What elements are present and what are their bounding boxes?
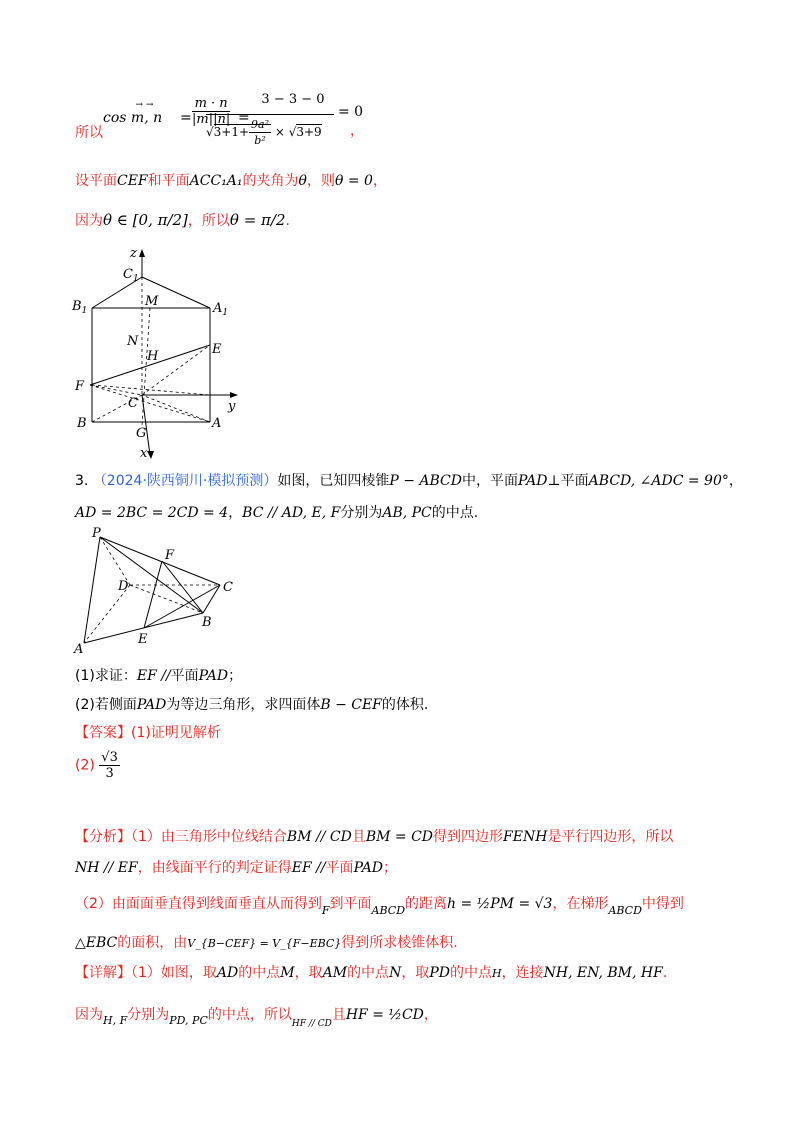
math: △EBC — [75, 935, 118, 951]
analysis-line1 — [75, 826, 673, 846]
problem-3-line2 — [75, 502, 478, 522]
fraction-bar — [206, 114, 334, 115]
math-denominator: √3+1+ $\frac{\text{9a²}}{\text{b²}}$ × √3+9 — [206, 118, 322, 147]
math: AD — [216, 965, 239, 981]
math: PD, PC — [169, 1014, 208, 1027]
math: ACC₁A₁ — [189, 173, 243, 189]
text: ， — [350, 123, 364, 139]
label-g: G — [136, 426, 147, 441]
math: BC // AD, E, F — [242, 505, 341, 521]
math: h = ½PM = √3 — [447, 896, 553, 912]
label-c: C — [128, 396, 138, 411]
math: θ ∈ [0, π/2] — [103, 211, 188, 229]
plane-angle-line — [75, 170, 387, 190]
answer-tag: 【答案】 — [75, 725, 131, 741]
label-b: B — [202, 615, 212, 630]
text: 且 — [331, 1007, 346, 1023]
math-numerator: 3 − 3 − 0 — [261, 92, 325, 107]
analysis-line3 — [75, 893, 684, 917]
label-f: F — [165, 548, 175, 563]
math: H — [491, 967, 502, 980]
fraction-numerator: √3 — [101, 750, 118, 765]
label-y: y — [228, 399, 236, 414]
source-link[interactable]: （2024·陕西铜川·模拟预测） — [92, 473, 278, 489]
pyramid-figure — [70, 525, 250, 655]
text: 得到四边形 — [433, 829, 504, 845]
text: ，所以 — [187, 213, 230, 229]
math: ABCD — [608, 904, 642, 917]
math: θ = 0 — [334, 173, 373, 189]
prism-figure — [70, 245, 250, 460]
math-equals: = — [180, 110, 192, 126]
math: AD = 2BC = 2CD = 4 — [75, 505, 229, 521]
text: ，取 — [294, 965, 323, 981]
label-b: B — [77, 416, 87, 431]
text: 平面 — [560, 473, 589, 489]
math: CEF — [117, 173, 148, 189]
text: 的中点 — [347, 965, 390, 981]
math-equals: = — [238, 110, 250, 126]
text: 的体积. — [381, 697, 429, 713]
text: 是平行四边形，所以 — [547, 829, 674, 845]
text: 所以 — [75, 125, 103, 141]
label-z: z — [130, 246, 137, 261]
math: ⊥ — [547, 473, 561, 489]
label-h: H — [147, 349, 159, 364]
answer-1: (1)证明见解析 — [131, 725, 221, 741]
math: BM = CD — [365, 829, 434, 845]
label-c: C — [223, 580, 233, 595]
text: 求证： — [94, 668, 137, 684]
text: ； — [383, 860, 398, 876]
text: 的中点. — [431, 505, 479, 521]
text: ， — [423, 1007, 438, 1023]
math: HF // CD — [291, 1019, 332, 1029]
math: PAD — [353, 860, 384, 876]
math: EF // — [136, 668, 171, 684]
math: F — [321, 904, 330, 917]
text: . — [285, 213, 290, 229]
math: AB, PC — [382, 505, 432, 521]
text: ，则 — [306, 173, 335, 189]
question-2 — [75, 694, 428, 714]
label-p: P — [92, 526, 101, 541]
text: 分别为 — [127, 1007, 170, 1023]
label-c1: $C_1$ — [123, 267, 139, 284]
math: H, F — [103, 1014, 128, 1027]
text: 的夹角为 — [242, 173, 299, 189]
label-a: A — [212, 416, 222, 431]
answer-2-fraction — [99, 750, 120, 781]
problem-number: 3. — [75, 473, 89, 489]
math: B − CEF — [320, 697, 382, 713]
text: ， — [372, 173, 387, 189]
text: 设平面 — [75, 173, 117, 189]
text: 到平面 — [329, 896, 372, 912]
label-n: N — [127, 334, 139, 349]
text: 分别为 — [340, 505, 383, 521]
analysis-tag: 【分析】 — [75, 829, 131, 845]
math: NH, EN, BM, HF — [543, 965, 663, 981]
detail-line2 — [75, 1004, 438, 1029]
math: NH // EF — [75, 860, 138, 876]
math: θ = π/2 — [229, 211, 286, 229]
text: 且 — [351, 829, 366, 845]
question-1 — [75, 665, 242, 685]
text: ，在梯形 — [552, 896, 609, 912]
text: ，由线面平行的判定证得 — [137, 860, 292, 876]
math: PAD — [518, 473, 548, 489]
question-number: (2) — [75, 697, 95, 713]
math: P − ABCD — [389, 473, 462, 489]
text: 如图，已知四棱锥 — [277, 473, 390, 489]
text: ， — [228, 505, 243, 521]
text: 得到所求棱锥体积. — [341, 935, 458, 951]
detail-line1 — [75, 962, 667, 982]
label-m: M — [145, 294, 159, 309]
math-frac-mn: $\frac{m \cdot n}{|m||n|}$ — [192, 96, 231, 127]
label-a: A — [74, 642, 84, 655]
question-number: (1) — [75, 668, 95, 684]
math: AM — [322, 965, 348, 981]
analysis-line2 — [75, 857, 397, 877]
text: 平面 — [170, 668, 199, 684]
text: 为等边三角形，求四面体 — [166, 697, 321, 713]
label-d: D — [118, 579, 129, 594]
text: ； — [228, 668, 243, 684]
text: 中，平面 — [462, 473, 518, 489]
problem-3-line1 — [75, 470, 743, 490]
text: 的面积，由 — [117, 935, 188, 951]
analysis-line4 — [75, 932, 458, 952]
answer-2-number: (2) — [75, 757, 95, 774]
math: ABCD, ∠ADC = 90° — [588, 473, 729, 489]
text: 因为 — [75, 213, 103, 229]
label-f: F — [75, 379, 85, 394]
text: 的中点，所以 — [207, 1007, 292, 1023]
math: θ — [298, 173, 307, 189]
math: PAD — [136, 697, 167, 713]
text: 若侧面 — [94, 697, 137, 713]
math: HF = ½CD — [345, 1007, 424, 1023]
label-a1: $A_1$ — [213, 301, 229, 318]
theta-range-line — [75, 210, 290, 230]
math: EF // — [291, 860, 326, 876]
label-x: x — [140, 446, 148, 460]
math-result: = 0 — [338, 104, 364, 120]
text: （1）如图，取 — [131, 965, 217, 981]
math: ABCD — [371, 904, 406, 917]
text: （1）由三角形中位线结合 — [131, 829, 287, 845]
math-cos-lhs: cos → → m, n — [103, 100, 163, 126]
text: ，连接 — [501, 965, 544, 981]
math: M — [280, 965, 295, 981]
text: 中得到 — [641, 896, 684, 912]
fraction-denominator: 3 — [105, 766, 114, 781]
math: FENH — [503, 829, 548, 845]
text: 的中点 — [449, 965, 492, 981]
math: PD — [429, 965, 450, 981]
math: N — [389, 965, 402, 981]
text: 的中点 — [238, 965, 281, 981]
text: ， — [728, 473, 743, 489]
math: V_{B−CEF} = V_{F−EBC} — [187, 937, 342, 950]
text: 和平面 — [147, 173, 190, 189]
text: 因为 — [75, 1007, 103, 1023]
text: （2）由面面垂直得到线面垂直从而得到 — [75, 896, 322, 912]
text: . — [662, 965, 668, 981]
answer-line1 — [75, 722, 221, 742]
label-b1: $B_1$ — [72, 299, 88, 316]
label-e: E — [138, 632, 148, 647]
text: 的距离 — [405, 896, 448, 912]
label-e: E — [212, 342, 222, 357]
detail-tag: 【详解】 — [75, 965, 131, 981]
math: BM // CD — [286, 829, 352, 845]
text: 平面 — [325, 860, 354, 876]
text: ，取 — [401, 965, 430, 981]
math: PAD — [198, 668, 229, 684]
answer-line2 — [75, 750, 120, 781]
